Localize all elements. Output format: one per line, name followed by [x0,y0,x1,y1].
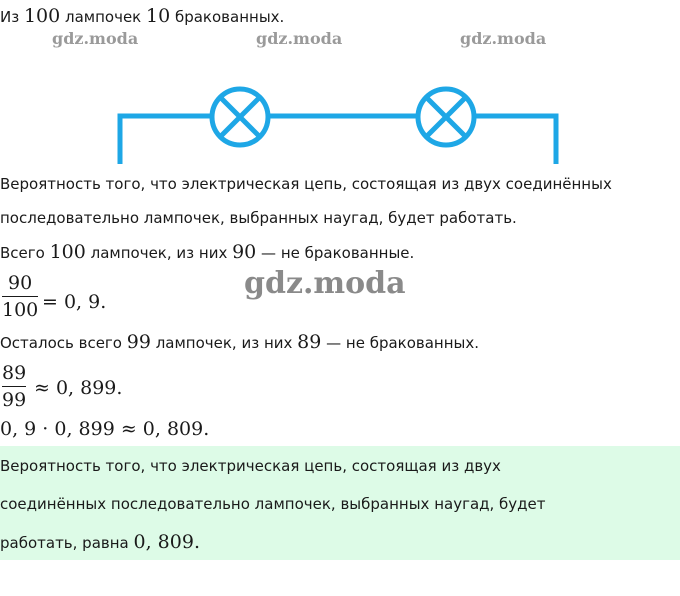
watermark: gdz.moda [244,266,406,301]
product-formula: 0, 9 · 0, 899 ≈ 0, 809. [0,418,210,440]
step1-text [0,242,414,263]
step-part: лампочек, из них [150,334,298,352]
answer-line: Вероятность того, что электрическая цепь, состоящая из двух [0,457,501,475]
step-part: Всего [0,244,50,262]
answer-part: . [193,531,200,553]
fraction-bar [2,296,38,297]
watermark: gdz.moda [256,29,343,48]
watermark: gdz.moda [460,29,547,48]
statement-line: Вероятность того, что электрическая цепь, состоящая из двух соединённых [0,175,612,193]
answer-box [0,446,680,560]
fraction-bar [2,386,26,387]
intro-defective-number: 10 [146,5,171,27]
intro-part: Из [0,8,24,26]
step-part: — не бракованных. [321,334,480,352]
step-number: 90 [232,241,257,263]
fraction-result: ≈ 0, 899. [34,377,123,399]
fraction-denominator: 100 [2,299,39,321]
answer-line [0,532,200,553]
answer-part: работать, равна [0,534,134,552]
circuit-wire [120,116,556,164]
lamp-icon [212,89,268,145]
answer-line: соединённых последовательно лампочек, выбранных наугад, будет [0,495,546,513]
fraction [2,272,38,321]
intro-part: лампочек [60,8,147,26]
circuit-diagram [0,0,680,170]
answer-value: 0, 809 [133,531,194,553]
fraction-result: = 0, 9. [42,291,107,313]
step-number: 99 [126,331,151,353]
step-number: 100 [49,241,86,263]
lamp-icon [418,89,474,145]
step-part: — не бракованные. [256,244,415,262]
step-part: Осталось всего [0,334,127,352]
fraction [2,362,26,411]
statement-line: последовательно лампочек, выбранных наугад, будет работать. [0,209,517,227]
intro-part: бракованных. [170,8,285,26]
step-part: лампочек, из них [85,244,233,262]
fraction-denominator: 99 [2,389,27,411]
step-number: 89 [297,331,322,353]
fraction-numerator: 89 [2,362,27,384]
fraction-numerator: 90 [8,272,33,294]
step2-text [0,332,479,353]
intro-total-number: 100 [23,5,61,27]
watermark: gdz.moda [52,29,139,48]
